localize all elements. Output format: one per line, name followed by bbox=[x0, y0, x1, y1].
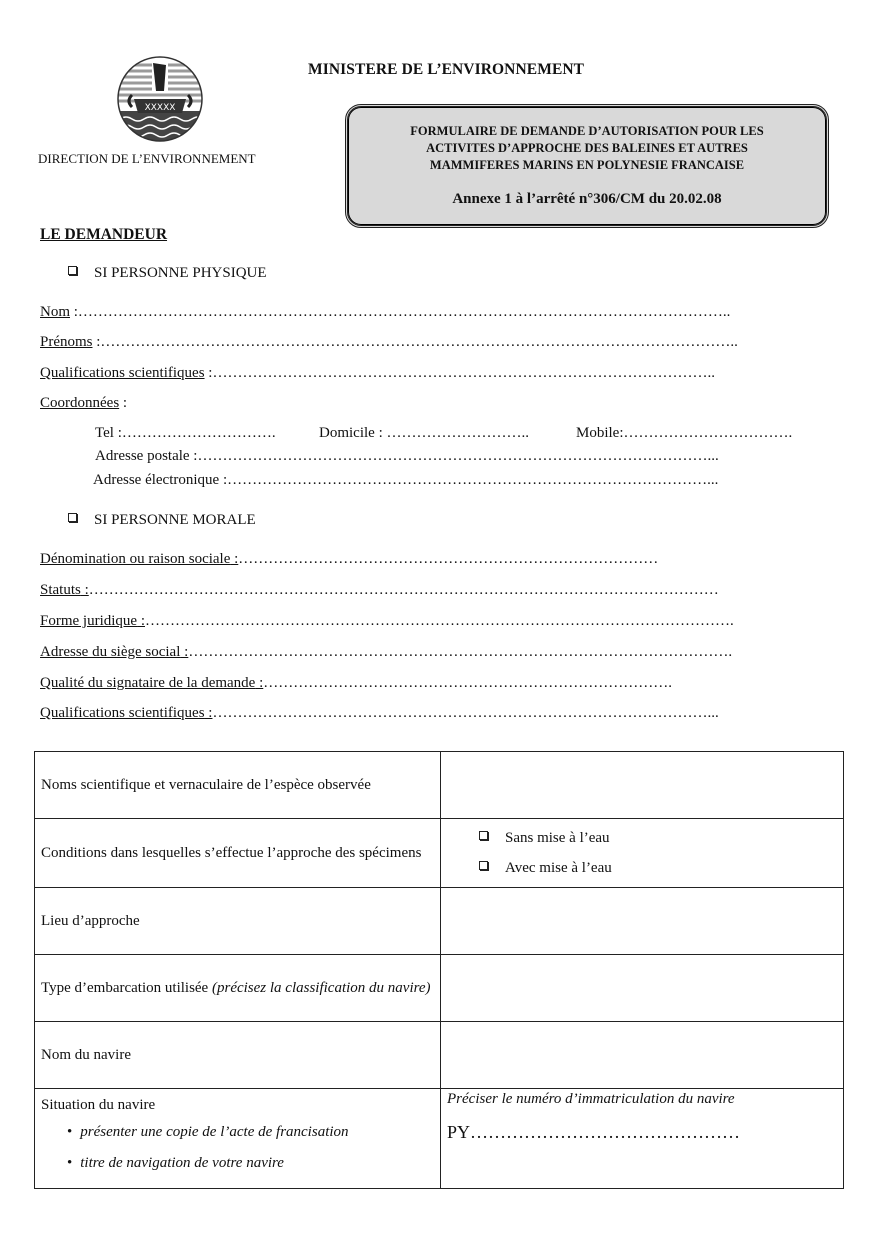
field-label: Forme juridique bbox=[40, 613, 138, 629]
field-sep: : bbox=[180, 644, 189, 660]
field-denomination[interactable] bbox=[40, 551, 658, 568]
lieu-input-cell[interactable] bbox=[441, 888, 844, 955]
section-title-demandeur: LE DEMANDEUR bbox=[40, 226, 168, 243]
espece-input-cell[interactable] bbox=[441, 752, 844, 819]
immatriculation-cell bbox=[441, 1089, 844, 1189]
ministry-title: MINISTERE DE L’ENVIRONNEMENT bbox=[308, 61, 585, 78]
row-label: Lieu d’approche bbox=[35, 888, 441, 955]
field-sep: : bbox=[119, 395, 128, 411]
bullet-item bbox=[67, 1117, 434, 1148]
field-adresse-electronique[interactable] bbox=[93, 472, 718, 489]
field-input-dots[interactable]: ………………………………………………………………………… bbox=[238, 551, 659, 567]
form-title-line: ACTIVITES D’APPROCHE DES BALEINES ET AUTRES bbox=[426, 141, 748, 155]
row-label: Situation du navire bbox=[41, 1097, 156, 1113]
form-title bbox=[348, 123, 826, 174]
field-prenoms[interactable] bbox=[40, 334, 738, 351]
table-row bbox=[35, 955, 844, 1022]
bullet-text: présenter une copie de l’acte de francisation bbox=[80, 1124, 349, 1140]
row-label: Noms scientifique et vernaculaire de l’espèce observée bbox=[35, 752, 441, 819]
field-label: Qualifications scientifiques bbox=[40, 705, 205, 721]
row-label-cell bbox=[35, 955, 441, 1022]
nom-navire-input-cell[interactable] bbox=[441, 1022, 844, 1089]
checkbox-personne-physique[interactable] bbox=[68, 265, 267, 282]
field-label: Nom bbox=[40, 304, 70, 320]
checkbox-personne-morale[interactable] bbox=[68, 512, 256, 529]
form-title-line: FORMULAIRE DE DEMANDE D’AUTORISATION POUR LES bbox=[410, 124, 764, 138]
field-mobile[interactable] bbox=[576, 425, 792, 442]
row-label-hint: (précisez la classification du navire) bbox=[211, 979, 431, 996]
field-sep: : bbox=[255, 675, 264, 691]
option-label: Sans mise à l’eau bbox=[505, 830, 610, 846]
field-forme-juridique[interactable] bbox=[40, 613, 734, 630]
field-sep: : bbox=[70, 304, 78, 320]
field-sep: : bbox=[137, 613, 145, 629]
field-label: Qualifications scientifiques bbox=[40, 365, 205, 381]
field-input-dots[interactable]: ………………………………………………………………………………………………………. bbox=[145, 613, 734, 629]
bullet-icon: • bbox=[67, 1124, 73, 1140]
field-qualifications-morale[interactable] bbox=[40, 705, 719, 722]
bullet-item bbox=[67, 1148, 434, 1179]
immatriculation-input[interactable]: PY……………………………………… bbox=[447, 1122, 741, 1142]
field-coordonnees bbox=[40, 395, 127, 412]
field-siege-social[interactable] bbox=[40, 644, 732, 661]
row-label: Conditions dans lesquelles s’effectue l’approche des spécimens bbox=[35, 819, 441, 888]
field-label: Adresse du siège social bbox=[40, 644, 181, 660]
field-input-dots[interactable]: ……………………………………………………………………………………….. bbox=[212, 365, 715, 381]
field-statuts[interactable] bbox=[40, 582, 719, 599]
option-sans-mise-a-l-eau[interactable] bbox=[479, 823, 837, 853]
field-nom[interactable] bbox=[40, 304, 730, 321]
field-input-dots[interactable]: ………………………………………………………………………………………………………………….. bbox=[77, 304, 731, 320]
option-avec-mise-a-l-eau[interactable] bbox=[479, 853, 837, 883]
direction-label: DIRECTION DE L’ENVIRONNEMENT bbox=[38, 151, 256, 166]
table-row bbox=[35, 752, 844, 819]
checkbox-icon[interactable] bbox=[479, 861, 488, 870]
adresse-postale-input[interactable]: Adresse postale :…………………………………………………………………………………………... bbox=[95, 448, 719, 464]
mobile-input[interactable]: Mobile:……………………………. bbox=[576, 425, 793, 441]
annex-reference: Annexe 1 à l’arrêté n°306/CM du 20.02.08 bbox=[452, 191, 722, 207]
field-sep: : bbox=[204, 705, 213, 721]
field-label: Qualité du signataire de la demande bbox=[40, 675, 256, 691]
field-input-dots[interactable]: ……………………………………………………………………………………………………………….. bbox=[100, 334, 738, 350]
field-label: Prénoms bbox=[40, 334, 93, 350]
field-input-dots[interactable]: ………………………………………………………………………. bbox=[263, 675, 673, 691]
svg-text:XXXXX: XXXXX bbox=[144, 103, 176, 113]
checkbox-icon[interactable] bbox=[68, 266, 77, 275]
field-qualifications-physique[interactable] bbox=[40, 365, 715, 382]
polynesie-emblem-logo bbox=[116, 55, 204, 143]
table-row bbox=[35, 1089, 844, 1189]
field-sep: : bbox=[204, 365, 213, 381]
field-label: Dénomination ou raison sociale bbox=[40, 551, 231, 567]
checkbox-icon[interactable] bbox=[68, 513, 77, 522]
field-label: Coordonnées bbox=[40, 395, 120, 411]
field-sep: : bbox=[80, 582, 89, 598]
checkbox-label: SI PERSONNE PHYSIQUE bbox=[94, 265, 267, 281]
table-row bbox=[35, 1022, 844, 1089]
form-title-line: MAMMIFERES MARINS EN POLYNESIE FRANCAISE bbox=[429, 158, 745, 172]
field-input-dots[interactable]: ………………………………………………………………………………………... bbox=[212, 705, 719, 721]
field-sep: : bbox=[230, 551, 239, 567]
domicile-input[interactable]: Domicile : ……………………….. bbox=[319, 425, 529, 441]
field-input-dots[interactable]: ……………………………………………………………………………………………………………… bbox=[88, 582, 719, 598]
field-adresse-postale[interactable] bbox=[95, 448, 719, 465]
approach-info-table bbox=[34, 751, 844, 1189]
bullet-icon: • bbox=[67, 1155, 73, 1171]
conditions-options-cell bbox=[441, 819, 844, 888]
field-label: Statuts bbox=[40, 582, 81, 598]
row-label: Nom du navire bbox=[35, 1022, 441, 1089]
embarcation-input-cell[interactable] bbox=[441, 955, 844, 1022]
row-label: Type d’embarcation utilisée bbox=[41, 979, 209, 996]
checkbox-icon[interactable] bbox=[479, 831, 488, 840]
field-qualite-signataire[interactable] bbox=[40, 675, 672, 692]
immatriculation-hint: Préciser le numéro d’immatriculation du navire bbox=[447, 1091, 735, 1107]
field-domicile[interactable] bbox=[319, 425, 529, 442]
option-label: Avec mise à l’eau bbox=[505, 860, 612, 876]
bullet-text: titre de navigation de votre navire bbox=[80, 1155, 284, 1171]
field-input-dots[interactable]: ………………………………………………………………………………………………. bbox=[188, 644, 733, 660]
table-row bbox=[35, 888, 844, 955]
field-sep: : bbox=[92, 334, 101, 350]
tel-input[interactable]: Tel :…………………………. bbox=[95, 425, 276, 441]
table-row bbox=[35, 819, 844, 888]
row-label-cell bbox=[35, 1089, 441, 1189]
checkbox-label: SI PERSONNE MORALE bbox=[94, 512, 256, 528]
field-tel[interactable] bbox=[95, 425, 276, 442]
adresse-electronique-input[interactable]: Adresse électronique :……………………………………………………………………………………... bbox=[93, 472, 719, 488]
form-title-box bbox=[345, 104, 829, 228]
